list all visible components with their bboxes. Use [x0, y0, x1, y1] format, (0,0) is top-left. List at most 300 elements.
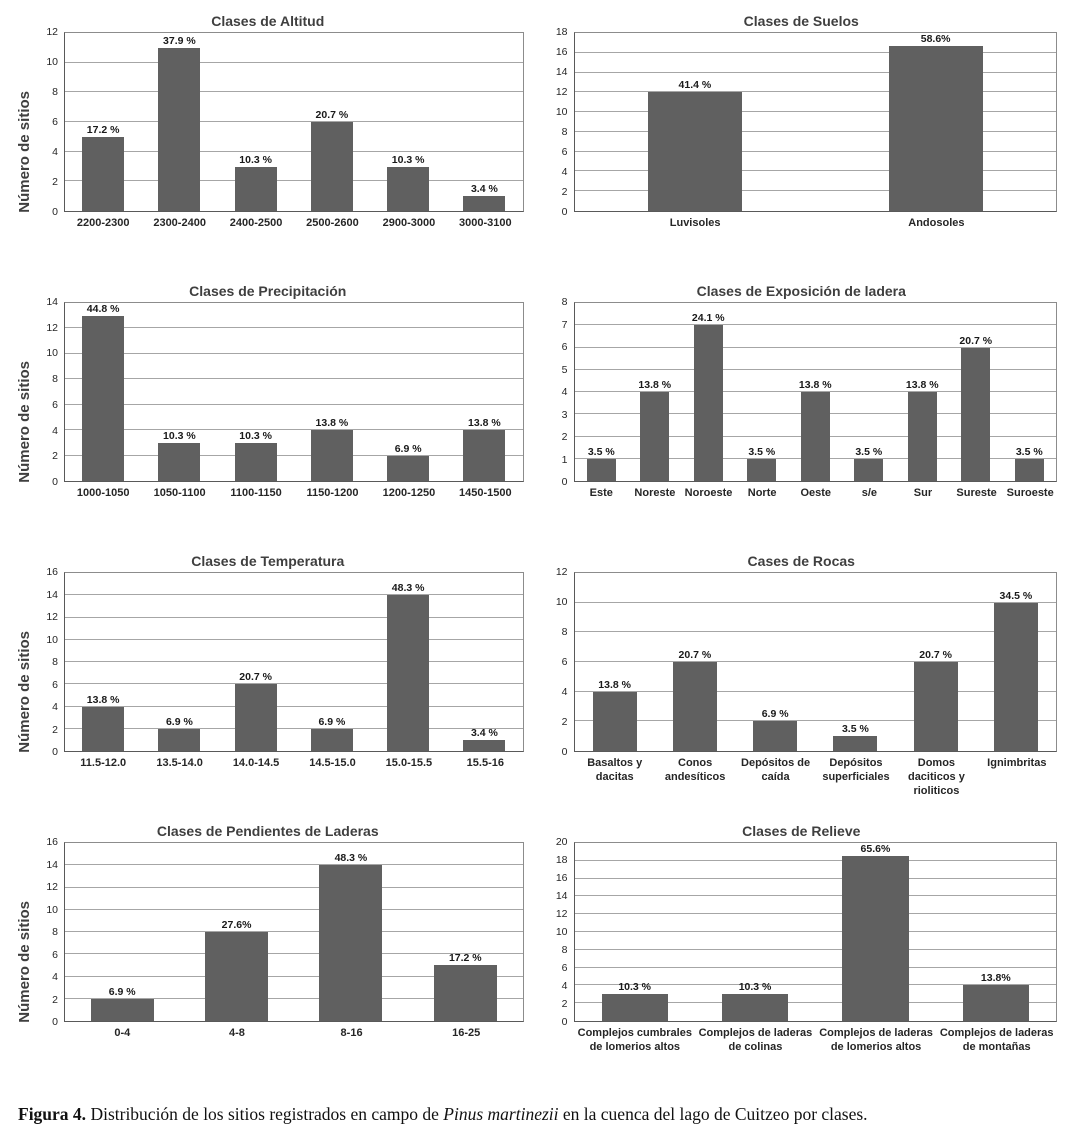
- plot-area: [574, 32, 1058, 212]
- y-tick-label: 2: [52, 176, 58, 188]
- bar: [722, 994, 788, 1021]
- bar-value-label: 13.8 %: [468, 417, 501, 430]
- x-tick-label: Noroeste: [684, 487, 733, 499]
- bar-value-label: 20.7 %: [959, 334, 993, 347]
- bar-value-label: 13.8 %: [638, 379, 672, 391]
- x-tick-label: Andosoles: [908, 217, 965, 229]
- caption-label: Figura 4.: [18, 1104, 87, 1124]
- x-tick-label: 8-16: [340, 1027, 363, 1039]
- plot-row: [36, 296, 524, 488]
- y-axis-title: [12, 842, 36, 1082]
- x-tick-label: Complejos cumbrales de lomerios altos: [577, 1027, 692, 1053]
- bar-slot: [179, 843, 293, 1021]
- y-tick-label: 12: [555, 566, 568, 578]
- x-tick-label: 11.5-12.0: [80, 757, 127, 769]
- bar-value-label: 6.9 %: [108, 985, 136, 998]
- bar-value-label: 65.6%: [860, 843, 891, 855]
- y-tick-label: 10: [555, 926, 568, 938]
- bar-value-label: 6.9 %: [318, 715, 346, 728]
- plot-row: [546, 566, 1058, 758]
- bar-slot: [575, 843, 695, 1021]
- bar-slot: [682, 303, 736, 481]
- bar-chart: [12, 280, 524, 542]
- bar-value-label: 17.2 %: [86, 123, 120, 136]
- bar: [602, 994, 668, 1021]
- bar-value-label: 24.1 %: [691, 312, 725, 325]
- y-tick-label: 2: [561, 431, 568, 443]
- y-tick-label: 12: [46, 881, 58, 893]
- bar-value-label: 3.5 %: [1015, 445, 1043, 458]
- bar-slot: [655, 573, 735, 751]
- y-tick-label: 12: [46, 26, 58, 38]
- chart-body: [546, 26, 1058, 272]
- bar: [694, 325, 723, 481]
- bar: [158, 729, 200, 751]
- bar-slot: [575, 573, 655, 751]
- x-tick-label: Este: [589, 487, 613, 499]
- y-tick-label: 8: [52, 86, 58, 98]
- y-tick-label: 6: [52, 948, 58, 961]
- x-tick-label: 2500-2600: [306, 217, 359, 229]
- bars-group: [575, 573, 1057, 751]
- x-tick-label: Norte: [747, 487, 777, 499]
- bar-value-label: 3.4 %: [470, 183, 498, 196]
- bar: [854, 459, 883, 481]
- bar-value-label: 48.3 %: [391, 582, 425, 595]
- y-tick-label: 16: [46, 836, 58, 848]
- bar: [463, 196, 505, 211]
- bar-value-label: 3.5 %: [748, 445, 776, 458]
- y-tick-label: 16: [555, 872, 568, 884]
- x-tick-label: Complejos de laderas de lomerios altos: [819, 1027, 933, 1053]
- bar-value-label: 10.3 %: [738, 981, 772, 994]
- bar: [648, 92, 742, 211]
- plot-column: [546, 836, 1058, 1082]
- bars-group: [65, 843, 523, 1021]
- y-tick-label: 6: [561, 146, 568, 158]
- bar: [82, 137, 124, 211]
- y-axis-title-text: Número de sitios: [15, 631, 33, 753]
- chart-body: [12, 26, 524, 272]
- x-tick-label: 1150-1200: [306, 487, 359, 499]
- y-tick-label: 8: [561, 944, 568, 956]
- bar-value-label: 44.8 %: [86, 303, 120, 315]
- caption-text-1: Distribución de los sitios registrados en campo de: [86, 1104, 444, 1124]
- x-tick-label: Sur: [913, 487, 933, 499]
- y-axis-title: [12, 572, 36, 812]
- bar-slot: [896, 303, 950, 481]
- bar-value-label: 6.9 %: [165, 715, 193, 728]
- plot-row: [36, 566, 524, 758]
- bar: [91, 999, 154, 1021]
- bar-slot: [370, 303, 446, 481]
- chart-title: Clases de Exposición de ladera: [696, 283, 906, 299]
- plot-column: [36, 26, 524, 272]
- y-tick-label: 10: [46, 347, 58, 360]
- y-axis: [546, 296, 574, 488]
- x-tick-label: 1100-1150: [230, 487, 282, 499]
- bars-group: [65, 33, 523, 211]
- bar-value-label: 13.8 %: [315, 417, 349, 430]
- y-tick-label: 4: [561, 686, 568, 698]
- y-axis: [546, 566, 574, 758]
- chart-body: [546, 566, 1058, 812]
- bar-value-label: 13.8%: [980, 972, 1011, 985]
- bar: [963, 985, 1029, 1021]
- y-tick-label: 6: [52, 398, 58, 411]
- y-tick-label: 6: [52, 116, 58, 128]
- y-tick-label: 4: [561, 386, 568, 398]
- bar-value-label: 10.3 %: [391, 153, 425, 166]
- y-axis-title-text: Número de sitios: [15, 91, 33, 213]
- bars-group: [65, 573, 523, 751]
- y-tick-label: 0: [52, 206, 58, 218]
- x-tick-label: Domos daciticos y rioliticos: [907, 757, 965, 797]
- bar-value-label: 20.7 %: [315, 109, 349, 121]
- y-tick-label: 6: [561, 656, 568, 668]
- bar-slot: [294, 573, 370, 751]
- x-tick-label: Luvisoles: [669, 217, 721, 229]
- x-tick-label: Sureste: [956, 487, 997, 499]
- x-tick-label: Ignimbritas: [987, 757, 1047, 769]
- chart-title: Clases de Altitud: [211, 13, 325, 29]
- y-tick-label: 6: [52, 678, 58, 691]
- bars-group: [575, 33, 1057, 211]
- bar-value-label: 20.7 %: [239, 671, 272, 684]
- x-tick-label: 4-8: [228, 1027, 245, 1039]
- bar: [593, 692, 637, 751]
- y-tick-label: 6: [561, 341, 568, 353]
- y-axis: [36, 296, 64, 488]
- y-tick-label: 1: [561, 453, 568, 466]
- y-axis: [36, 26, 64, 218]
- x-tick-label: 13.5-14.0: [156, 757, 203, 769]
- x-tick-label: 16-25: [452, 1027, 481, 1039]
- y-tick-label: 12: [46, 321, 58, 334]
- plot-area: [574, 302, 1058, 482]
- y-axis: [36, 836, 64, 1028]
- x-axis: [65, 217, 524, 231]
- bar-value-label: 6.9 %: [761, 708, 789, 721]
- bar-chart: [12, 820, 524, 1082]
- bar-slot: [575, 303, 629, 481]
- bar-chart: [546, 280, 1058, 542]
- bar-slot: [936, 843, 1056, 1021]
- bar-slot: [815, 33, 1056, 211]
- bar: [82, 707, 124, 752]
- bar-value-label: 20.7 %: [919, 649, 952, 661]
- bar-slot: [218, 33, 294, 211]
- bar: [587, 459, 616, 481]
- x-tick-label: 2900-3000: [382, 217, 436, 229]
- bar: [640, 392, 669, 481]
- chart-body: [12, 836, 524, 1082]
- bar-value-label: 27.6%: [221, 919, 252, 931]
- bar-chart: [12, 550, 524, 812]
- bar: [311, 430, 353, 481]
- bar-slot: [218, 303, 294, 481]
- y-tick-label: 0: [561, 1016, 568, 1028]
- x-tick-label: Complejos de laderas de colinas: [698, 1027, 813, 1053]
- charts-grid: [12, 10, 1057, 1082]
- y-tick-label: 16: [555, 46, 568, 59]
- plot-row: [546, 26, 1058, 218]
- chart-body: [546, 296, 1058, 542]
- bar-value-label: 3.5 %: [841, 723, 869, 736]
- y-tick-label: 0: [52, 1016, 58, 1028]
- plot-area: [64, 32, 524, 212]
- y-tick-label: 12: [555, 86, 568, 98]
- bar-slot: [789, 303, 843, 481]
- y-tick-label: 10: [46, 633, 58, 646]
- bar-slot: [294, 303, 370, 481]
- bar: [387, 167, 429, 212]
- y-tick-label: 0: [561, 476, 568, 488]
- x-axis: [575, 1027, 1058, 1055]
- bars-group: [575, 843, 1057, 1021]
- y-tick-label: 14: [46, 858, 58, 871]
- y-tick-label: 4: [52, 701, 58, 713]
- x-tick-label: 2200-2300: [76, 217, 130, 229]
- bar-slot: [294, 33, 370, 211]
- y-tick-label: 10: [46, 56, 58, 68]
- bar: [463, 430, 505, 481]
- bar-slot: [628, 303, 682, 481]
- bar-value-label: 37.9 %: [163, 34, 196, 47]
- chart-title: Clases de Relieve: [742, 823, 861, 839]
- chart-title: Cases de Rocas: [747, 553, 855, 569]
- y-tick-label: 8: [52, 656, 58, 668]
- y-tick-label: 2: [52, 450, 58, 463]
- bar-value-label: 10.3 %: [163, 429, 196, 442]
- bar-slot: [370, 33, 446, 211]
- y-tick-label: 14: [46, 588, 58, 601]
- x-tick-label: Complejos de laderas de montañas: [939, 1027, 1054, 1053]
- y-axis-title-text: Número de sitios: [15, 361, 33, 483]
- bar-slot: [695, 843, 815, 1021]
- x-tick-label: Depósitos superficiales: [822, 757, 890, 783]
- x-axis: [575, 487, 1058, 501]
- bar: [673, 662, 717, 751]
- plot-column: [36, 296, 524, 542]
- chart-title: Clases de Temperatura: [191, 553, 345, 569]
- y-tick-label: 5: [561, 363, 568, 376]
- bar: [434, 965, 497, 1021]
- x-tick-label: s/e: [861, 487, 877, 499]
- bar-slot: [141, 33, 217, 211]
- bar-slot: [141, 573, 217, 751]
- chart-title: Clases de Suelos: [743, 13, 859, 29]
- x-tick-label: 15.0-15.5: [385, 757, 433, 769]
- bar-value-label: 10.3 %: [618, 981, 652, 994]
- y-tick-label: 20: [555, 836, 568, 848]
- bar: [311, 122, 353, 211]
- plot-row: [546, 296, 1058, 488]
- bar: [994, 603, 1038, 751]
- y-axis: [36, 566, 64, 758]
- plot-column: [546, 296, 1058, 542]
- bar-slot: [446, 33, 522, 211]
- y-tick-label: 2: [561, 716, 568, 728]
- x-tick-label: 2400-2500: [229, 217, 283, 229]
- y-tick-label: 0: [52, 746, 58, 758]
- y-tick-label: 18: [555, 854, 568, 866]
- x-tick-label: Oeste: [800, 487, 832, 499]
- y-tick-label: 8: [561, 296, 568, 308]
- y-tick-label: 14: [46, 296, 58, 308]
- bars-group: [575, 303, 1057, 481]
- y-tick-label: 16: [46, 566, 58, 578]
- x-tick-label: 14.0-14.5: [232, 757, 280, 769]
- caption-species-name: Pinus martinezii: [443, 1104, 559, 1124]
- y-tick-label: 2: [561, 186, 568, 199]
- y-axis-title: [12, 302, 36, 542]
- bar-slot: [218, 573, 294, 751]
- chart-body: [546, 836, 1058, 1082]
- bar: [235, 167, 277, 212]
- y-tick-label: 3: [561, 408, 568, 421]
- y-tick-label: 8: [52, 926, 58, 938]
- x-axis: [575, 757, 1058, 798]
- y-tick-label: 6: [561, 962, 568, 974]
- bar-slot: [949, 303, 1003, 481]
- bar: [158, 443, 200, 481]
- x-tick-label: Depósitos de caída: [741, 757, 811, 783]
- bar: [82, 316, 124, 481]
- y-tick-label: 18: [555, 26, 568, 38]
- x-tick-label: 15.5-16: [466, 757, 504, 769]
- bar: [319, 865, 382, 1021]
- bar-slot: [896, 573, 976, 751]
- figure-caption: [12, 1082, 1057, 1125]
- y-tick-label: 2: [52, 993, 58, 1006]
- y-tick-label: 8: [561, 126, 568, 139]
- x-tick-label: Noreste: [634, 487, 676, 499]
- bar-value-label: 58.6%: [920, 33, 951, 45]
- bar-chart: [546, 550, 1058, 812]
- y-tick-label: 4: [561, 980, 568, 992]
- plot-area: [64, 302, 524, 482]
- bar-slot: [65, 33, 141, 211]
- bar-value-label: 6.9 %: [394, 442, 422, 455]
- bar: [1015, 459, 1044, 481]
- plot-column: [546, 566, 1058, 812]
- y-tick-label: 4: [52, 146, 58, 158]
- bar-slot: [65, 303, 141, 481]
- x-axis: [575, 217, 1058, 231]
- y-tick-label: 12: [46, 611, 58, 623]
- y-tick-label: 10: [555, 596, 568, 608]
- y-tick-label: 8: [561, 626, 568, 638]
- plot-area: [574, 572, 1058, 752]
- chart-body: [12, 566, 524, 812]
- bar-slot: [294, 843, 408, 1021]
- y-tick-label: 0: [561, 206, 568, 218]
- y-axis-title: [12, 32, 36, 272]
- y-tick-label: 0: [561, 746, 568, 758]
- x-tick-label: 3000-3100: [459, 217, 512, 229]
- x-tick-label: Conos andesíticos: [664, 757, 726, 783]
- bar-slot: [65, 573, 141, 751]
- bar-value-label: 13.8 %: [905, 379, 939, 391]
- bar: [908, 392, 937, 481]
- x-tick-label: Basaltos y dacitas: [587, 757, 643, 783]
- y-tick-label: 4: [52, 971, 58, 983]
- bar: [235, 684, 277, 751]
- bar-slot: [815, 573, 895, 751]
- bar: [158, 48, 200, 211]
- x-tick-label: Suroeste: [1006, 487, 1054, 499]
- y-tick-label: 14: [555, 890, 568, 902]
- y-tick-label: 4: [52, 424, 58, 437]
- bar-value-label: 3.5 %: [855, 445, 883, 458]
- plot-row: [36, 26, 524, 218]
- bar-value-label: 10.3 %: [239, 153, 272, 166]
- bar: [311, 729, 353, 751]
- bar: [961, 348, 990, 482]
- bar-value-label: 41.4 %: [678, 79, 712, 92]
- bar: [205, 932, 268, 1021]
- bar-chart: [12, 10, 524, 272]
- bars-group: [65, 303, 523, 481]
- y-tick-label: 10: [46, 903, 58, 916]
- chart-title: Clases de Pendientes de Laderas: [156, 823, 379, 839]
- plot-area: [64, 842, 524, 1022]
- bar-value-label: 20.7 %: [678, 649, 712, 661]
- bar: [842, 856, 908, 1021]
- bar: [235, 443, 277, 481]
- bar: [387, 456, 429, 481]
- bar-value-label: 3.4 %: [470, 726, 498, 739]
- plot-area: [574, 842, 1058, 1022]
- plot-column: [36, 566, 524, 812]
- caption-text-2: en la cuenca del lago de Cuitzeo por clases.: [558, 1104, 868, 1124]
- y-tick-label: 7: [561, 318, 568, 331]
- x-tick-label: 1050-1100: [153, 487, 206, 499]
- bar-value-label: 3.5 %: [587, 445, 615, 458]
- plot-column: [36, 836, 524, 1082]
- bar-slot: [446, 303, 522, 481]
- y-tick-label: 0: [52, 476, 58, 488]
- chart-title: Clases de Precipitación: [189, 283, 347, 299]
- y-tick-label: 2: [561, 998, 568, 1010]
- x-tick-label: 14.5-15.0: [309, 757, 356, 769]
- bar-slot: [141, 303, 217, 481]
- bar-value-label: 13.8 %: [798, 379, 832, 391]
- y-tick-label: 8: [52, 373, 58, 386]
- chart-body: [12, 296, 524, 542]
- bar-value-label: 13.8 %: [86, 693, 120, 706]
- y-tick-label: 12: [555, 908, 568, 920]
- x-tick-label: 1450-1500: [459, 487, 512, 499]
- bar-slot: [735, 573, 815, 751]
- y-tick-label: 4: [561, 166, 568, 179]
- bar-slot: [815, 843, 935, 1021]
- y-tick-label: 2: [52, 723, 58, 736]
- plot-column: [546, 26, 1058, 272]
- bar-value-label: 48.3 %: [334, 852, 368, 865]
- bar: [387, 595, 429, 751]
- bar-slot: [575, 33, 816, 211]
- x-axis: [65, 757, 524, 771]
- bar-slot: [976, 573, 1056, 751]
- y-axis: [546, 26, 574, 218]
- plot-row: [36, 836, 524, 1028]
- bar: [753, 721, 797, 751]
- x-tick-label: 1000-1050: [76, 487, 130, 499]
- plot-row: [546, 836, 1058, 1028]
- bar-slot: [408, 843, 522, 1021]
